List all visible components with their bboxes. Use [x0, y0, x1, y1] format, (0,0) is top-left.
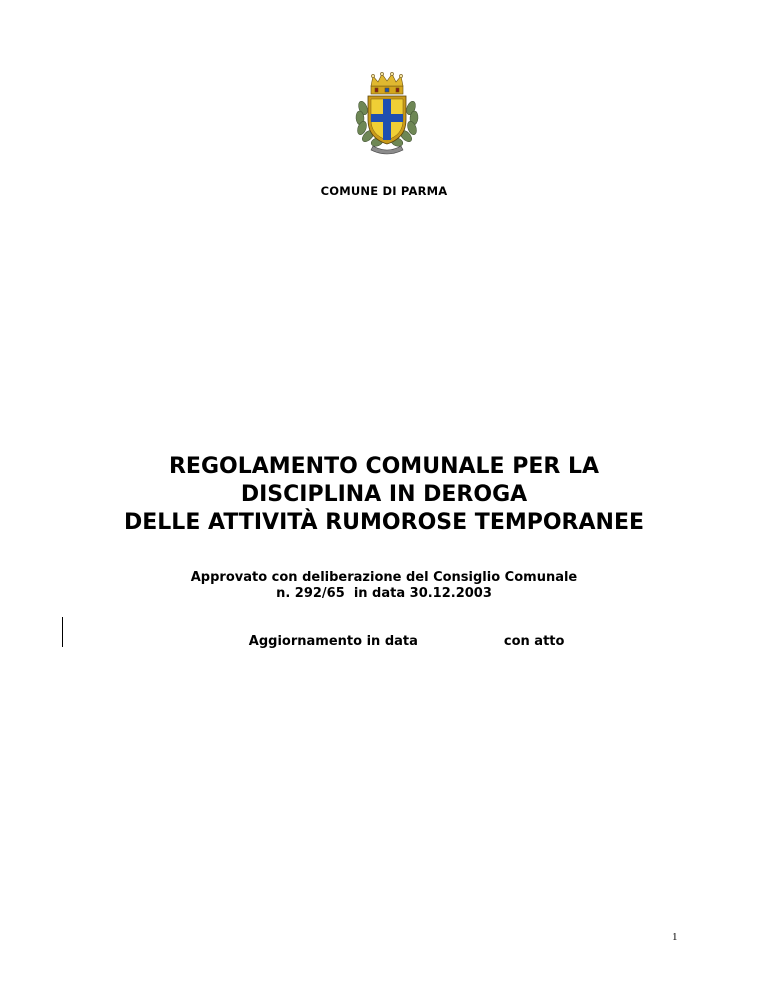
title-line-3: DELLE ATTIVITÀ RUMOROSE TEMPORANEE — [124, 510, 644, 535]
page-number: 1 — [672, 931, 678, 943]
update-label: Aggiornamento in data — [248, 634, 418, 649]
comune-di-parma-crest-icon — [351, 72, 423, 156]
title-line-1: REGOLAMENTO COMUNALE PER LA — [168, 454, 600, 479]
update-act-label: con atto — [503, 634, 565, 649]
document-title — [0, 453, 768, 537]
revision-marker-bar — [62, 617, 63, 647]
deliberation-number-line: n. 292/65 in data 30.12.2003 — [276, 586, 492, 601]
approval-block — [0, 570, 768, 682]
organization-name: COMUNE DI PARMA — [320, 184, 448, 198]
approval-line: Approvato con deliberazione del Consiglio Comunale — [190, 570, 578, 585]
update-line — [0, 602, 768, 682]
title-line-2: DISCIPLINA IN DEROGA — [240, 482, 528, 507]
